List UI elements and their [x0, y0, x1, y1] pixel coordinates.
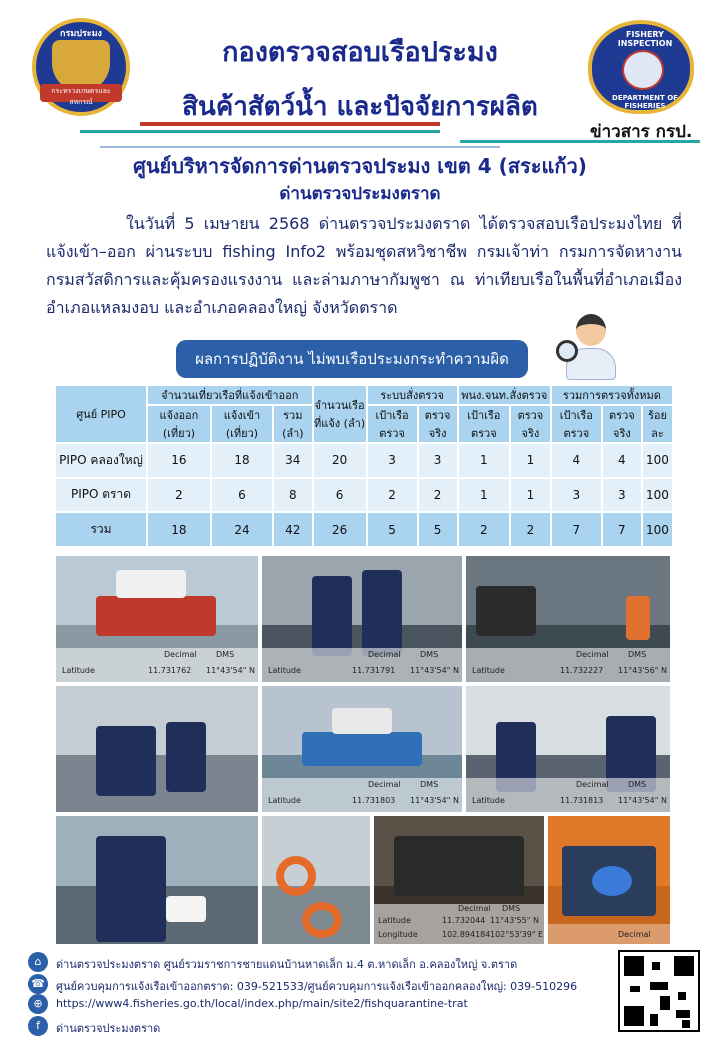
col-all-actual-header: ตรวจจริง — [602, 405, 642, 443]
photo-fishing-boat-blue — [262, 686, 462, 812]
footer-facebook-row — [28, 1016, 628, 1036]
home-icon: ⌂ — [28, 952, 48, 972]
gps-overlay: Decimal DMS Latitude 11.731791 11°43'54" N — [262, 648, 462, 682]
footer-website-row — [28, 994, 628, 1014]
globe-icon: ⊕ — [28, 994, 48, 1014]
fishery-inspection-logo — [588, 20, 694, 114]
footer-address: ด่านตรวจประมงตราด ศูนย์รวมราชการชายแดนบ้านหาดเล็ก ม.4 ต.หาดเล็ก อ.คลองใหญ่ จ.ตราด — [56, 958, 518, 971]
fishing-net-shape — [394, 836, 524, 896]
col-sys-actual-header: ตรวจจริง — [418, 405, 458, 443]
gps-overlay: Decimal DMS Latitude 11.731762 11°43'54" N — [56, 648, 258, 682]
badge-core-icon — [622, 50, 664, 90]
phone-icon: ☎ — [28, 974, 48, 994]
report-body-text: ในวันที่ 5 เมษายน 2568 ด่านตรวจประมงตราด ได้ตรวจสอบเรือประมงไทย ที่แจ้งเข้า–ออก ผ่านระบบ fishing Info2 พร้อมชุดสหวิชาชีพ กรมเจ้าท่า กรมการจัดหางาน กรมสวัสดิการและคุ้มครองแรงงาน และล่ามภาษากัมพูชา ณ ท่าเทียบเรือในพื้นที่อำเภอเมือง อำเภอแหลมงอบ และอำเภอคลองใหญ่ จังหวัดตราด — [46, 214, 682, 317]
inspector-head — [576, 314, 606, 346]
inspector-figure — [362, 570, 402, 656]
gps-overlay: Decimal DMS Latitude 11.731803 11°43'54" N — [262, 778, 462, 812]
table-row: PIPO ตราด 2 6 8 6 2 2 1 1 3 3 100 — [55, 478, 673, 513]
boat-cabin-shape — [332, 708, 392, 734]
footer-phone-row — [28, 974, 628, 994]
news-label: ข่าวสาร กรป. — [590, 122, 693, 142]
group-trips-header: จำนวนเที่ยวเรือที่แจ้งเข้าออก — [147, 385, 313, 405]
divider-blue — [100, 146, 500, 148]
shield-icon: FISHERY INSPECTION DEPARTMENT OF FISHERIES — [588, 20, 694, 114]
divider-teal — [80, 130, 440, 133]
footer-phone: ศูนย์ควบคุมการแจ้งเรือเข้าออกตราด: 039-521533/ศูนย์ควบคุมการแจ้งเรือเข้าออกคลองใหญ่: 039-510296 — [56, 980, 578, 993]
group-all-header: รวมการตรวจทั้งหมด — [551, 385, 673, 405]
col-all-target-header: เป้าเรือตรวจ — [551, 405, 602, 443]
inspector-illustration — [556, 312, 626, 382]
boat-hull-shape — [96, 596, 216, 636]
col-total-trips-header: รวม (ลำ) — [273, 405, 313, 443]
inspector-figure — [312, 576, 352, 656]
center-name: ศูนย์บริหารจัดการด่านตรวจประมง เขต 4 (สระแก้ว) — [133, 154, 587, 178]
document-shape — [166, 896, 206, 922]
photo-buoys-in-hold — [548, 816, 670, 944]
gps-overlay: Decimal DMS Latitude 11.732044 11°43'55" N Longitude 102.894184 102°53'39" E — [374, 904, 544, 944]
group-officer-header: พนง.จนท.สั่งตรวจ — [458, 385, 551, 405]
photo-officers-checking-crew — [466, 686, 670, 812]
unit-name: ด่านตรวจประมงตราด — [279, 184, 441, 204]
blue-buoy-icon — [592, 866, 632, 896]
life-ring-icon — [276, 856, 316, 896]
col-sys-target-header: เป้าเรือตรวจ — [367, 405, 418, 443]
page-title-line1: กองตรวจสอบเรือประมง — [222, 37, 498, 68]
col-vessels-header: จำนวนเรือที่แจ้ง (ลำ) — [313, 385, 367, 443]
gps-overlay: Decimal — [548, 924, 670, 944]
photo-boat-deck-crew — [466, 556, 670, 682]
table-row: PIPO คลองใหญ่ 16 18 34 20 3 3 1 1 4 4 100 — [55, 443, 673, 478]
life-ring-icon — [302, 902, 342, 938]
footer-website[interactable]: https://www4.fisheries.go.th/local/index.php/main/site2/fishquarantine-trat — [56, 997, 468, 1010]
col-in-header: แจ้งเข้า (เที่ยว) — [211, 405, 273, 443]
magnifier-icon — [556, 340, 578, 362]
photo-inspectors-documents — [262, 556, 462, 682]
photo-officers-writing — [56, 686, 258, 812]
page-title-line2: สินค้าสัตว์น้ำ และปัจจัยการผลิต — [182, 92, 538, 122]
photo-officer-reading-document — [56, 816, 258, 944]
boat-hull-shape — [302, 732, 422, 766]
footer-facebook[interactable]: ด่านตรวจประมงตราด — [56, 1022, 161, 1035]
photo-fishing-boat-red — [56, 556, 258, 682]
department-of-fisheries-logo — [32, 18, 130, 116]
col-percent-header: ร้อยละ — [642, 405, 673, 443]
gps-overlay: Decimal DMS Latitude 11.731813 11°43'54" N — [466, 778, 670, 812]
col-off-actual-header: ตรวจจริง — [510, 405, 551, 443]
logo-left-band: กระทรวงเกษตรและสหกรณ์ — [40, 84, 122, 102]
result-banner: ผลการปฏิบัติงาน ไม่พบเรือประมงกระทำความผิด — [176, 340, 528, 378]
boat-cabin-shape — [116, 570, 186, 598]
inspection-results-table — [54, 384, 674, 548]
col-center-header: ศูนย์ PIPO — [55, 385, 147, 443]
fishing-net-shape — [476, 586, 536, 636]
photo-life-rings — [262, 816, 370, 944]
facebook-icon: f — [28, 1016, 48, 1036]
col-off-target-header: เป้าเรือตรวจ — [458, 405, 510, 443]
logo-left-top-text: กรมประมง — [60, 29, 102, 39]
inspector-figure — [166, 722, 206, 792]
gps-overlay: Decimal DMS Latitude 11.732227 11°43'56" N — [466, 648, 670, 682]
crew-figure — [626, 596, 650, 640]
photo-fishing-nets — [374, 816, 544, 944]
divider-red — [140, 122, 440, 126]
col-out-header: แจ้งออก (เที่ยว) — [147, 405, 211, 443]
group-system-header: ระบบสั่งตรวจ — [367, 385, 458, 405]
inspector-figure — [96, 836, 166, 942]
inspector-figure — [96, 726, 156, 796]
qr-code-icon[interactable] — [618, 950, 700, 1032]
table-total-row: รวม 18 24 42 26 5 5 2 2 7 7 100 — [55, 512, 673, 547]
footer-address-row — [28, 952, 628, 972]
